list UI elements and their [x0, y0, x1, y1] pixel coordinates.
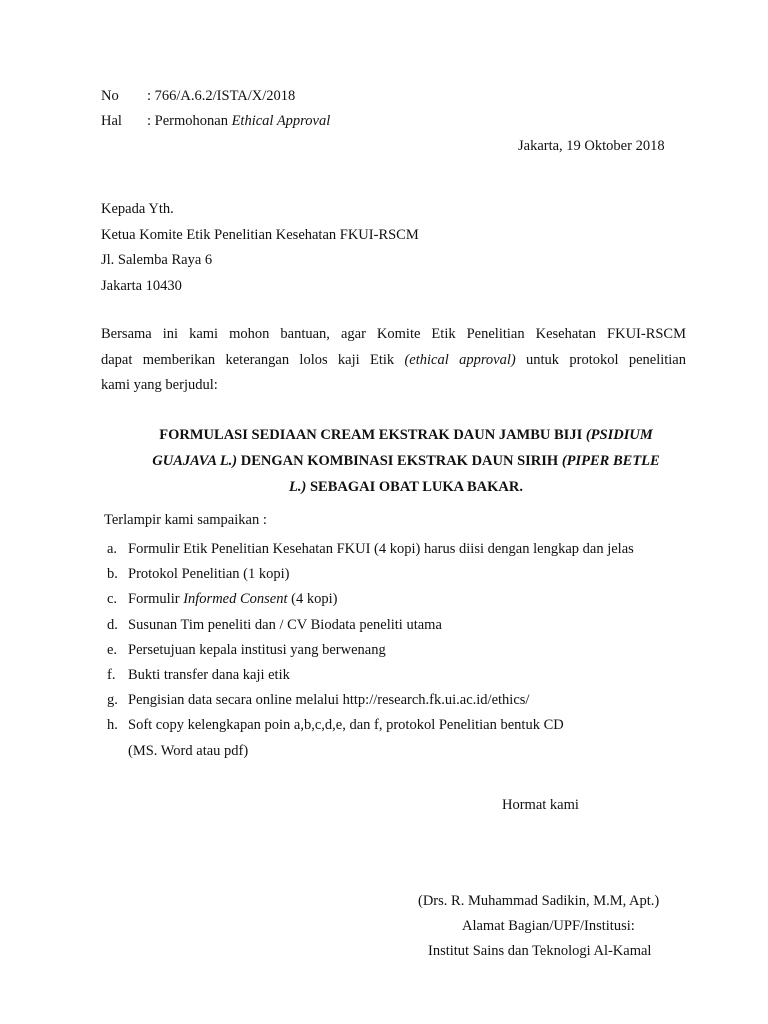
- list-item: [107, 663, 634, 688]
- list-item-text: Susunan Tim peneliti dan / CV Biodata peneliti utama: [128, 616, 442, 633]
- body-text: kami yang berjudul:: [101, 377, 218, 393]
- body-paragraph: [101, 322, 686, 399]
- recipient-line: Kepada Yth.: [101, 201, 174, 217]
- list-item-text: Pengisian data secara online melalui http://research.fk.ui.ac.id/ethics/: [128, 692, 530, 709]
- letter-subject: [101, 113, 330, 130]
- attachments-list: [107, 537, 634, 764]
- title-line: [118, 422, 694, 448]
- body-line: [101, 348, 686, 374]
- list-marker: g.: [107, 692, 118, 709]
- title-line: [118, 474, 694, 500]
- list-marker: a.: [107, 541, 118, 557]
- address-label: Alamat Bagian/UPF/Institusi:: [462, 918, 635, 934]
- title-text: SEBAGAI OBAT LUKA BAKAR.: [306, 479, 523, 495]
- list-item: [107, 688, 634, 713]
- list-marker: b.: [107, 566, 118, 583]
- list-item-text: (4 kopi): [287, 591, 338, 608]
- list-item-text: Protokol Penelitian (1 kopi): [128, 566, 290, 583]
- recipient-line: Ketua Komite Etik Penelitian Kesehatan FKUI-RSCM: [101, 226, 419, 243]
- body-text: dapat memberikan keterangan lolos kaji Etik: [101, 351, 405, 368]
- list-marker: h.: [107, 717, 118, 734]
- list-item-text: Formulir: [128, 591, 184, 608]
- letter-subject-italic: Ethical Approval: [231, 113, 331, 129]
- title-text-italic: (PIPER BETLE: [561, 453, 660, 469]
- list-item: [107, 638, 634, 663]
- list-item: [107, 587, 634, 612]
- list-item: [107, 713, 634, 738]
- list-item-text: Bukti transfer dana kaji etik: [128, 667, 290, 684]
- title-text-italic: GUAJAVA L.): [152, 453, 238, 469]
- body-text: Bersama ini kami mohon bantuan, agar Komite Etik Penelitian Kesehatan FKUI-RSCM: [101, 326, 686, 342]
- list-item-text: Soft copy kelengkapan poin a,b,c,d,e, dan f, protokol Penelitian bentuk CD: [128, 717, 564, 734]
- list-item: [107, 537, 634, 562]
- signer-name: (Drs. R. Muhammad Sadikin, M.M, Apt.): [418, 893, 660, 909]
- recipient-block: [101, 197, 419, 299]
- title-line: [118, 448, 694, 474]
- body-text: untuk protokol penelitian: [515, 351, 686, 368]
- list-item-text: Persetujuan kepala institusi yang berwenang: [128, 641, 386, 658]
- list-item: [107, 562, 634, 587]
- title-text: DENGAN KOMBINASI EKSTRAK DAUN SIRIH: [237, 453, 562, 469]
- letter-number-label: No: [101, 88, 119, 104]
- list-item: [107, 613, 634, 638]
- list-item-text: Formulir Etik Penelitian Kesehatan FKUI (4 kopi) harus diisi dengan lengkap dan jelas: [128, 541, 634, 557]
- title-text-italic: L.): [289, 479, 307, 495]
- body-line: [101, 322, 686, 348]
- list-marker: f.: [107, 667, 116, 684]
- body-line: [101, 373, 686, 399]
- institution-name: Institut Sains dan Teknologi Al-Kamal: [428, 943, 652, 959]
- closing-salutation: Hormat kami: [502, 797, 579, 813]
- recipient-line: Jakarta 10430: [101, 277, 182, 294]
- list-marker: d.: [107, 616, 118, 633]
- body-text-italic: (ethical approval): [404, 351, 516, 368]
- recipient-line: Jl. Salemba Raya 6: [101, 252, 213, 268]
- attachments-intro: Terlampir kami sampaikan :: [104, 512, 267, 528]
- letter-number-value: : 766/A.6.2/ISTA/X/2018: [147, 88, 296, 104]
- research-title: [118, 422, 694, 500]
- title-text: FORMULASI SEDIAAN CREAM EKSTRAK DAUN JAMBU BIJI: [159, 427, 586, 443]
- list-item-continuation: (MS. Word atau pdf): [128, 742, 249, 759]
- list-item-text-italic: Informed Consent: [183, 591, 288, 608]
- letter-number: [101, 88, 295, 105]
- list-marker: e.: [107, 641, 118, 658]
- letter-subject-label: Hal: [101, 113, 122, 129]
- letter-subject-prefix: : Permohonan: [147, 113, 232, 129]
- title-text-italic: (PSIDIUM: [585, 427, 653, 443]
- letter-date: Jakarta, 19 Oktober 2018: [518, 138, 665, 154]
- list-marker: c.: [107, 591, 118, 608]
